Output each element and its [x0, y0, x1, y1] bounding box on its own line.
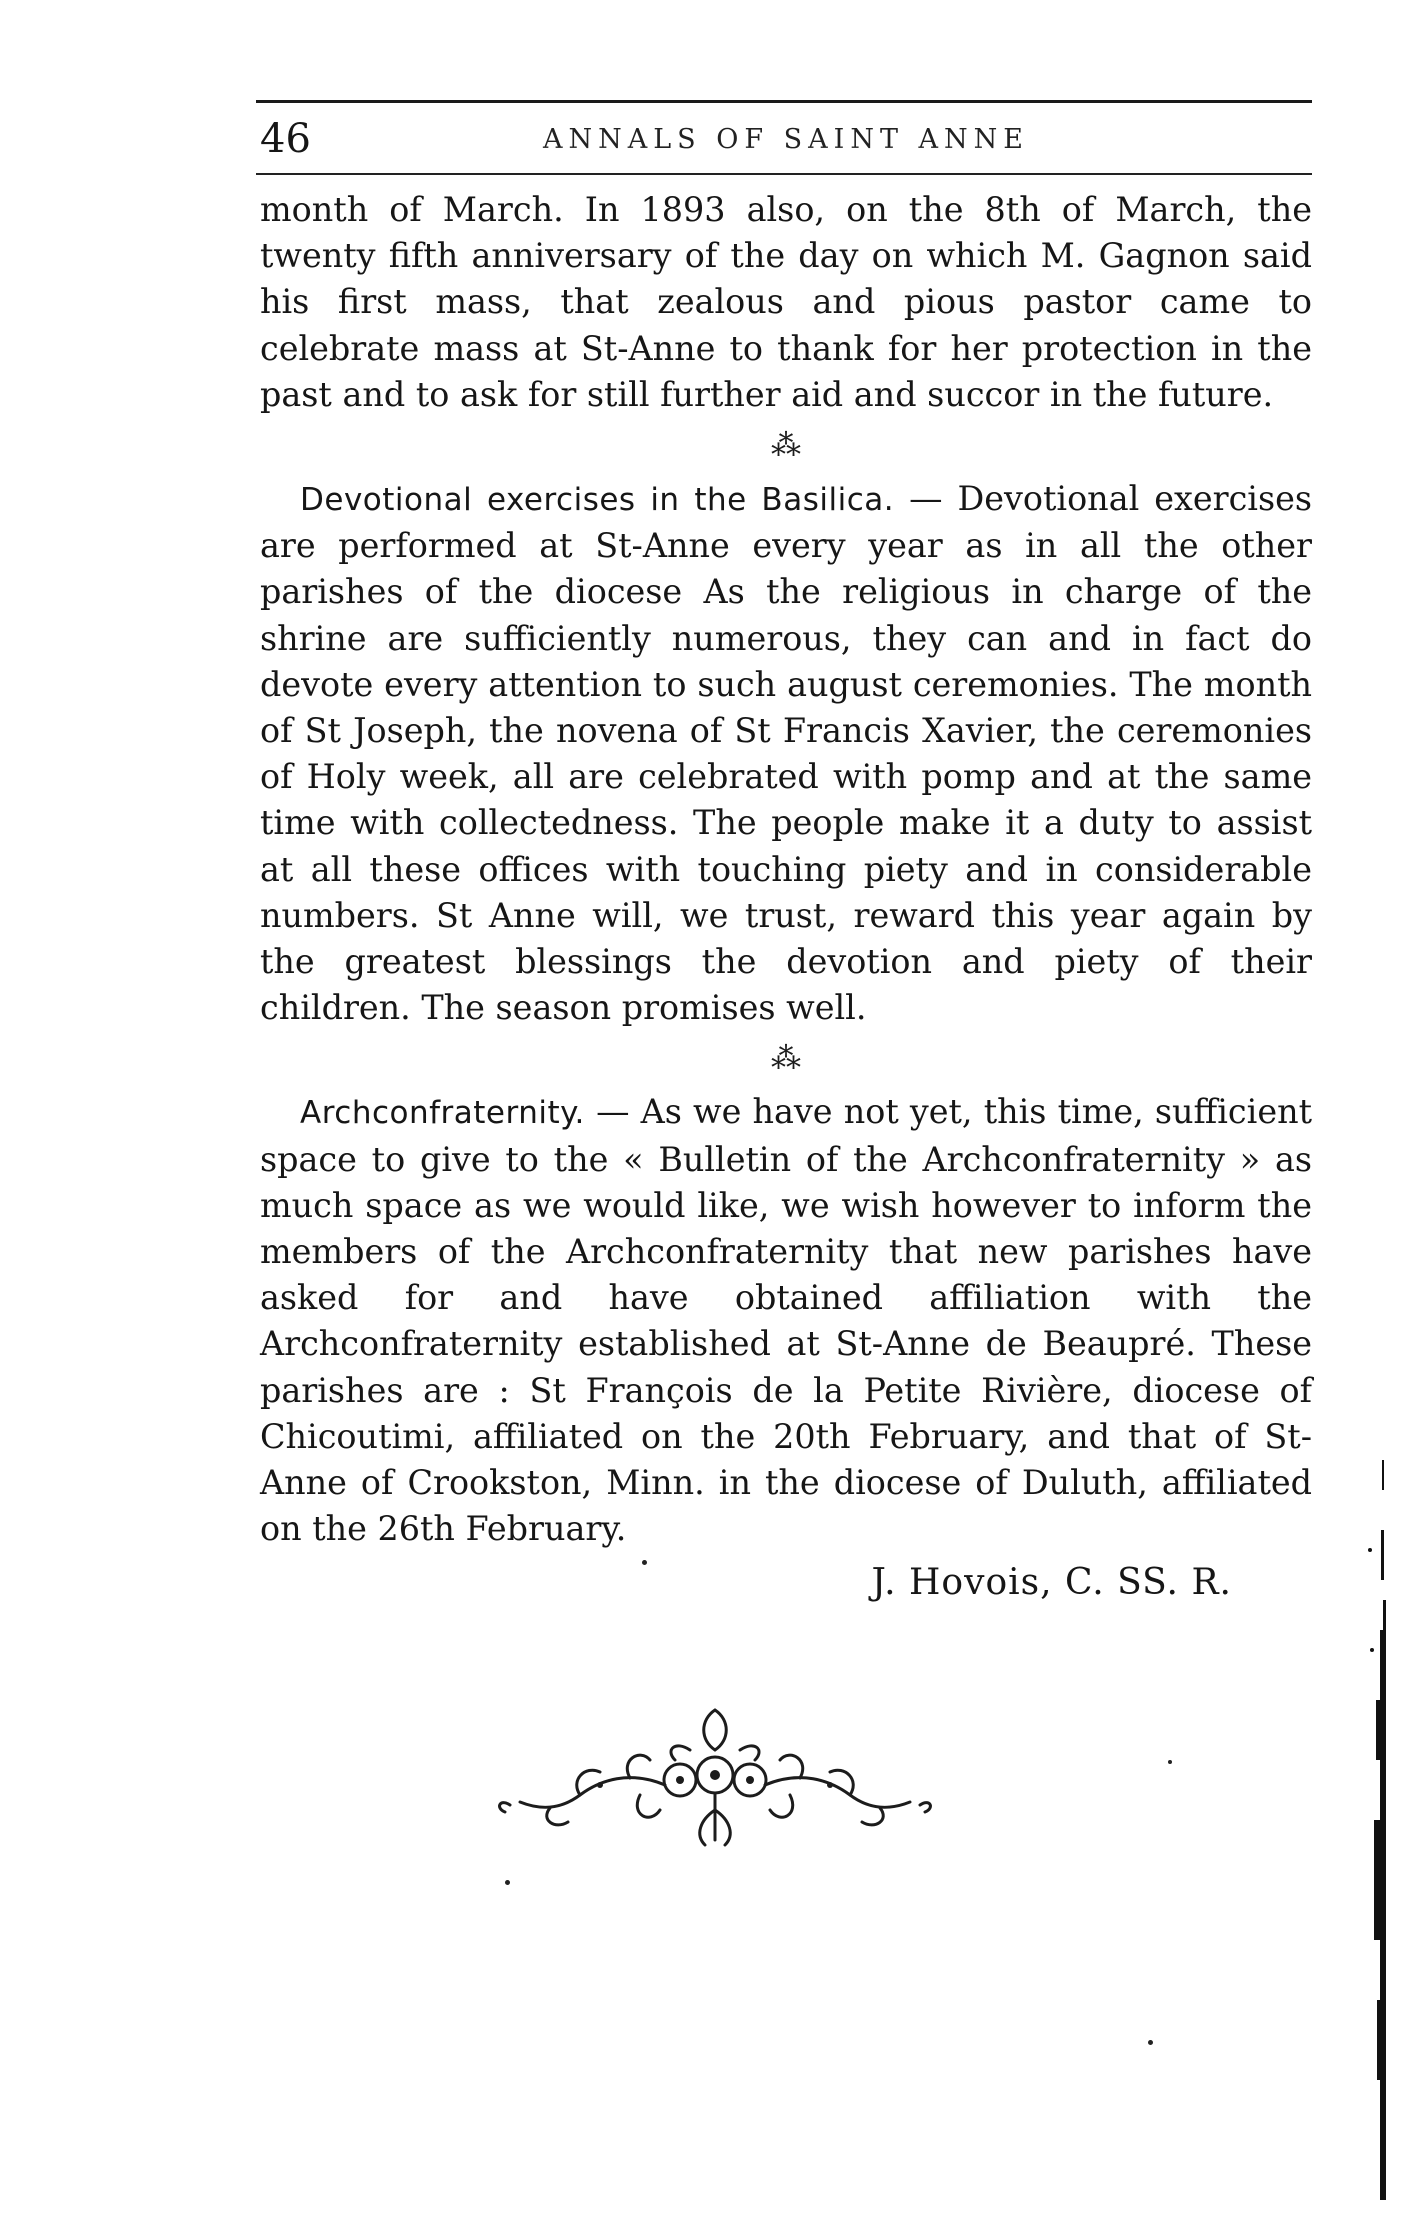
section-heading-archconfraternity: Archconfraternity.	[300, 1095, 585, 1132]
ornament-center-bud	[704, 1710, 727, 1750]
page-number: 46	[260, 116, 311, 162]
section-heading-devotional: Devotional exercises in the Basilica.	[300, 482, 895, 519]
paragraph-devotional-exercises	[260, 476, 1312, 1031]
ink-speck	[505, 1880, 510, 1885]
header-bottom-rule	[256, 173, 1312, 175]
ornament-left-scroll	[520, 1778, 665, 1808]
paragraph-archconfraternity-text: — As we have not yet, this time, sufficient space to give to the « Bulletin of the Archconfraternity » as much space as we would like, we wish however to inform the members of the Archconfraternity that new parishes have asked for and have obtained affiliation with the Archconfraternity established at St-Anne de Beaupré. These parishes are : St François de la Petite Rivière, diocese of Chicoutimi, affiliated on the 20th February, and that of St-Anne of Crookston, Minn. in the diocese of Duluth, affiliated on the 26th February.	[260, 1092, 1312, 1549]
paragraph-devotional-text: — Devotional exercises are performed at St-Anne every year as in all the other parishes of the diocese As the religious in charge of the shrine are sufficiently numerous, they can and in fact do devote every attention to such august ceremonies. The month of St Joseph, the novena of St Francis Xavier, the ceremonies of Holy week, all are celebrated with pomp and at the same time with collectedness. The people make it a duty to assist at all these offices with touching piety and in considerable numbers. St Anne will, we trust, reward this year again by the greatest blessings the devotion and piety of their children. The season promises well.	[260, 479, 1313, 1028]
floral-ornament-icon	[490, 1690, 940, 1860]
page	[260, 100, 1312, 1607]
scan-edge-artifact	[1360, 1400, 1390, 2200]
header-top-rule	[256, 100, 1312, 103]
ink-speck	[642, 1560, 647, 1565]
paragraph-archconfraternity	[260, 1089, 1312, 1552]
ornament-right-scroll	[765, 1778, 910, 1808]
article-body	[260, 187, 1312, 1607]
paragraph-march-anniversary: month of March. In 1893 also, on the 8th of March, the twenty fifth anniversary of the day on which M. Gagnon said his first mass, that zealous and pious pastor came to celebrate mass at St-Anne to thank for her protection in the past and to ask for still further aid and succor in the future.	[260, 190, 1312, 414]
page-header	[260, 115, 1312, 173]
ink-speck	[1148, 2040, 1153, 2045]
author-signature: J. Hovois, C. SS. R.	[871, 1562, 1232, 1604]
ink-speck	[1168, 1760, 1172, 1764]
running-title: ANNALS OF SAINT ANNE	[542, 124, 1030, 155]
section-separator-icon: ⁂	[771, 428, 801, 464]
section-separator-icon: ⁂	[771, 1041, 801, 1077]
